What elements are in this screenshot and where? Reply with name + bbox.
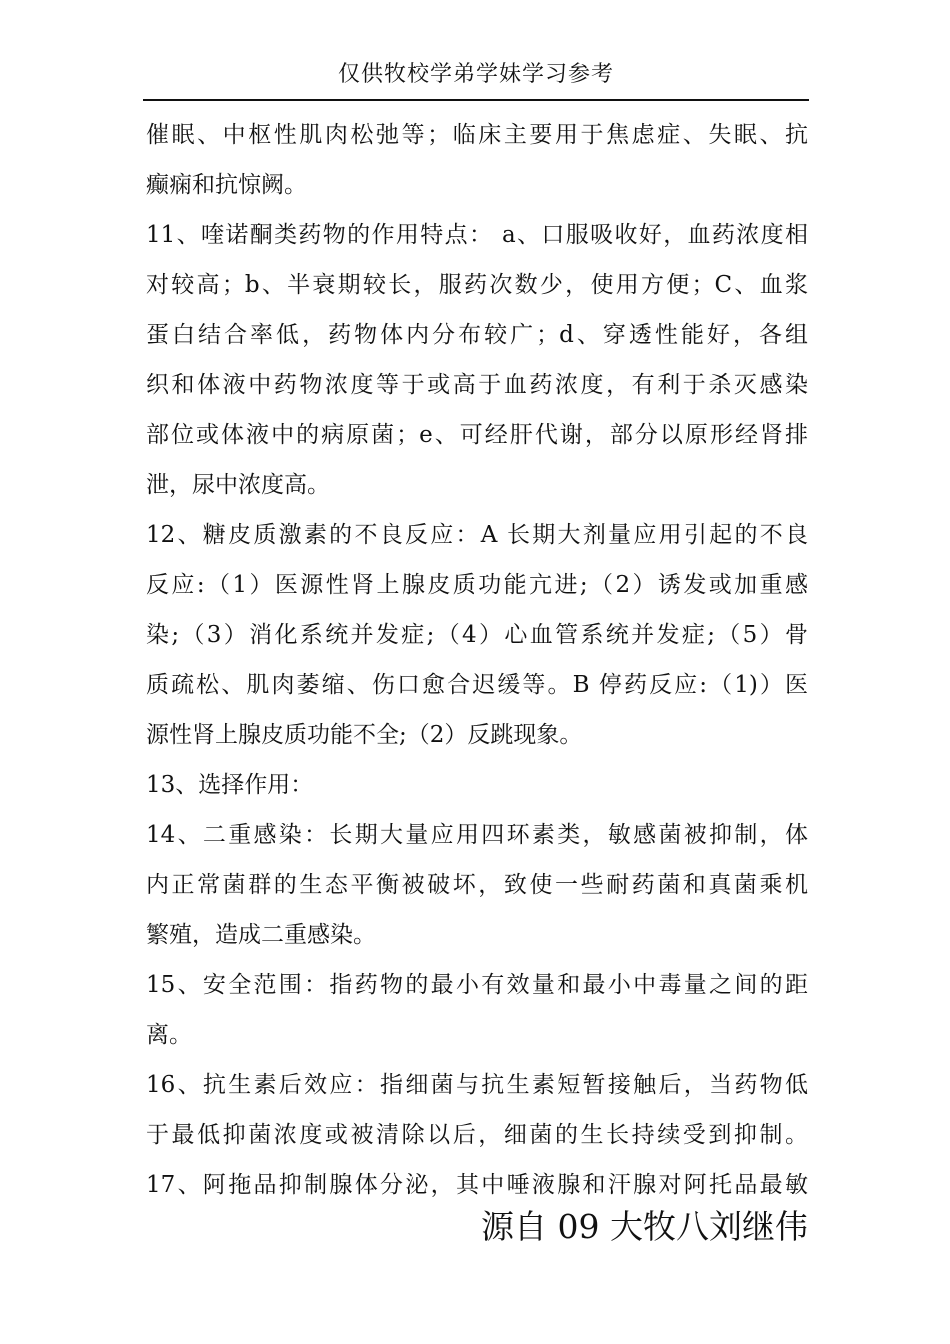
text-line: 源性肾上腺皮质功能不全;（2）反跳现象。 <box>146 722 583 748</box>
text-line: 繁殖，造成二重感染。 <box>146 922 376 948</box>
text-line: 于最低抑菌浓度或被清除以后，细菌的生长持续受到抑制。 <box>146 1122 808 1148</box>
text-line: 反应:（1）医源性肾上腺皮质功能亢进;（2）诱发或加重感 <box>146 572 808 598</box>
text-line: 染;（3）消化系统并发症;（4）心血管系统并发症;（5）骨 <box>146 622 808 648</box>
header-divider <box>143 99 809 101</box>
text-line: 11、喹诺酮类药物的作用特点： a、口服吸收好，血药浓度相 <box>146 222 808 248</box>
text-line: 质疏松、肌肉萎缩、伤口愈合迟缓等。B 停药反应:（1)）医 <box>146 672 808 698</box>
text-line: 癫痫和抗惊阙。 <box>146 172 307 198</box>
text-line: 催眠、中枢性肌肉松弛等；临床主要用于焦虑症、失眠、抗 <box>146 122 808 148</box>
text-line: 内正常菌群的生态平衡被破坏，致使一些耐药菌和真菌乘机 <box>146 872 808 898</box>
text-line: 17、阿拖品抑制腺体分泌，其中唾液腺和汗腺对阿托品最敏 <box>146 1172 808 1198</box>
text-line: 蛋白结合率低，药物体内分布较广；d、穿透性能好，各组 <box>146 322 808 348</box>
text-line: 泄，尿中浓度高。 <box>146 472 330 498</box>
page-header: 仅供牧校学弟学妹学习参考 <box>337 62 614 87</box>
text-line: 织和体液中药物浓度等于或高于血药浓度，有利于杀灭感染 <box>146 372 808 398</box>
text-line: 离。 <box>146 1022 192 1048</box>
text-line: 12、糖皮质激素的不良反应：A 长期大剂量应用引起的不良 <box>146 522 808 548</box>
text-line: 对较高；b、半衰期较长，服药次数少，使用方便；C、血浆 <box>146 272 808 298</box>
text-line: 13、选择作用： <box>146 772 314 798</box>
text-line: 14、二重感染：长期大量应用四环素类，敏感菌被抑制，体 <box>146 822 808 848</box>
document-body <box>146 110 808 1210</box>
footer-signature: 源自 09 大牧八刘继伟 <box>481 1207 808 1246</box>
text-line: 15、安全范围：指药物的最小有效量和最小中毒量之间的距 <box>146 972 808 998</box>
text-line: 部位或体液中的病原菌；e、可经肝代谢，部分以原形经肾排 <box>146 422 808 448</box>
text-line: 16、抗生素后效应：指细菌与抗生素短暂接触后，当药物低 <box>146 1072 808 1098</box>
